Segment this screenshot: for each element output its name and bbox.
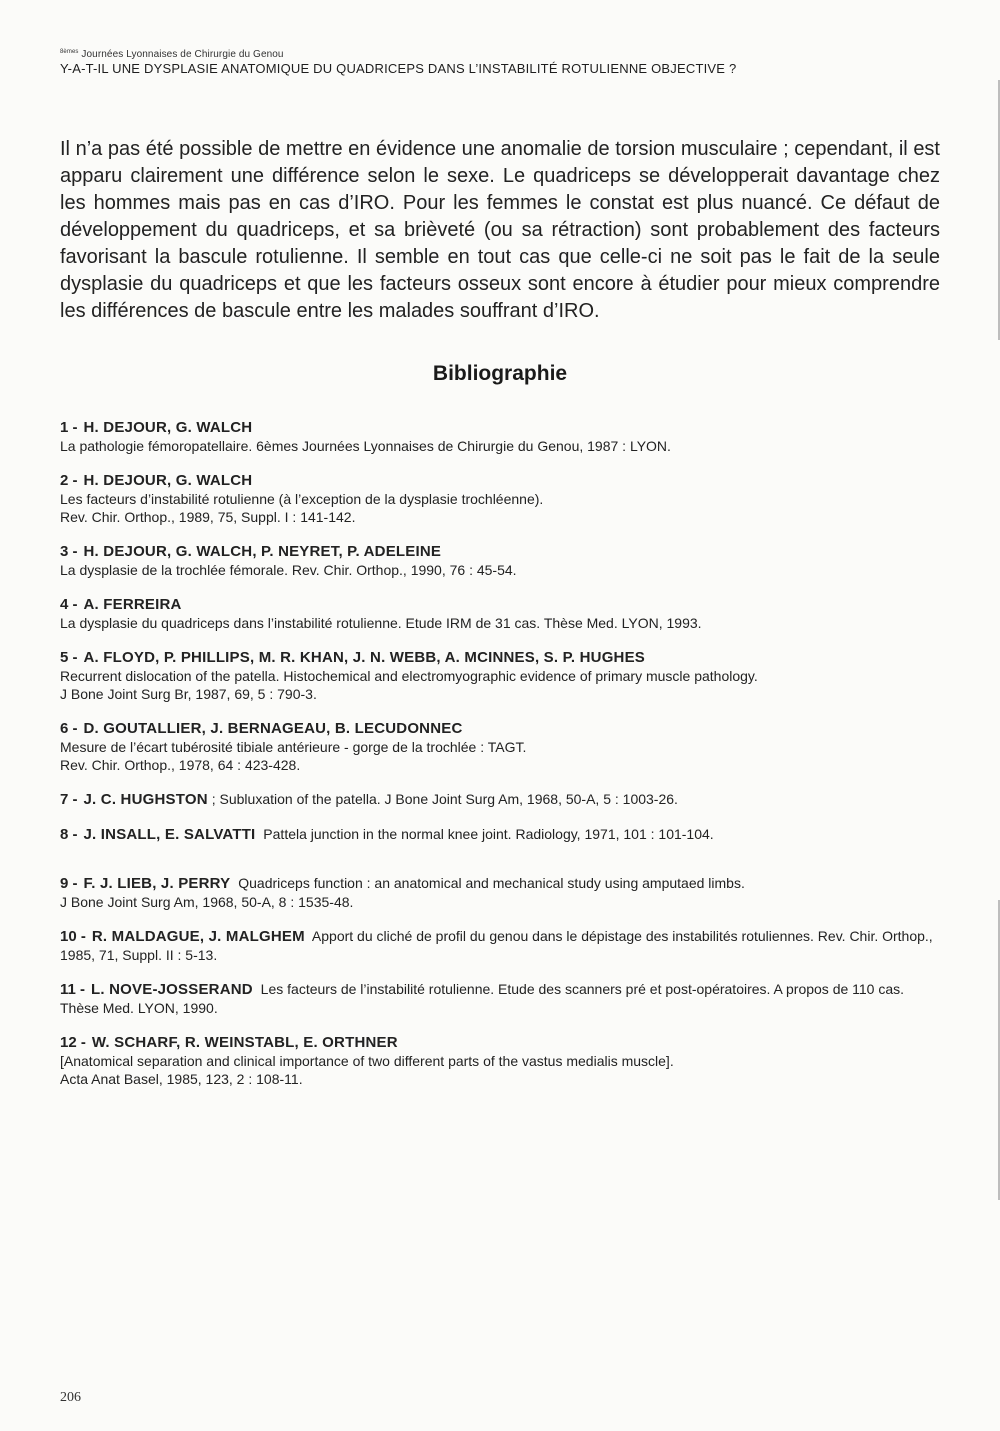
reference-item (60, 927, 940, 964)
reference-item (60, 418, 940, 455)
reference-item (60, 980, 940, 1017)
reference-item (60, 719, 940, 774)
reference-authors: A. FLOYD, P. PHILLIPS, M. R. KHAN, J. N. WEBB, A. MCINNES, S. P. HUGHES (83, 649, 646, 666)
reference-number: 2 - (60, 472, 78, 489)
reference-item (60, 825, 940, 844)
reference-item (60, 542, 940, 579)
reference-authors: H. DEJOUR, G. WALCH (83, 472, 253, 489)
conclusion-paragraph: Il n’a pas été possible de mettre en évidence une anomalie de torsion musculaire ; cependant, il est apparu clairement une différence selon le sexe. Le quadriceps se développerait davantage chez les hommes mais pas en cas d’IRO. Pour les femmes le constat est plus nuancé. Ce défaut de développement du quadriceps, et sa brièveté (ou sa rétraction) sont probablement des facteurs favorisant la bascule rotulienne. Il semble en tout cas que celle-ci ne soit pas le fait de la seule dysplasie du quadriceps et que les facteurs osseux sont encore à étudier pour mieux comprendre les différences de bascule entre les malades souffrant d’IRO. (60, 138, 940, 322)
reference-text: Apport du cliché de profil du genou dans le dépistage des instabilités rotuliennes. Rev. Chir. Orthop., 1985, 71, Suppl. II : 5-13. (60, 928, 933, 963)
reference-authors: H. DEJOUR, G. WALCH, P. NEYRET, P. ADELEINE (83, 543, 442, 560)
reference-number: 7 - (60, 791, 78, 808)
reference-authors: W. SCHARF, R. WEINSTABL, E. ORTHNER (91, 1034, 398, 1051)
running-header (60, 46, 960, 76)
reference-authors: L. NOVE-JOSSERAND (91, 981, 253, 998)
reference-list (60, 418, 940, 1104)
reference-text: La pathologie fémoropatellaire. 6èmes Journées Lyonnaises de Chirurgie du Genou, 1987 : LYON. (60, 438, 671, 454)
reference-text: Pattela junction in the normal knee joint. Radiology, 1971, 101 : 101-104. (259, 826, 714, 842)
reference-text: Mesure de l’écart tubérosité tibiale antérieure - gorge de la trochlée : TAGT. (60, 739, 527, 755)
reference-number: 5 - (60, 649, 78, 666)
reference-item (60, 471, 940, 526)
bibliography-heading: Bibliographie (432, 362, 568, 385)
reference-text: Les facteurs de l’instabilité rotulienne. Etude des scanners pré et post-opératoires. A propos de 110 cas. Thèse Med. LYON, 1990. (60, 981, 905, 1016)
reference-number: 1 - (60, 419, 78, 436)
reference-text: Recurrent dislocation of the patella. Histochemical and electromyographic evidence of primary muscle pathology. (60, 668, 758, 684)
reference-source: Acta Anat Basel, 1985, 123, 2 : 108-11. (60, 1071, 303, 1087)
reference-item (60, 648, 940, 703)
reference-authors: D. GOUTALLIER, J. BERNAGEAU, B. LECUDONNEC (83, 720, 463, 737)
reference-text: Quadriceps function : an anatomical and mechanical study using amputaed limbs. (234, 875, 745, 891)
reference-text: La dysplasie du quadriceps dans l’instabilité rotulienne. Etude IRM de 31 cas. Thèse Med. LYON, 1993. (60, 615, 702, 631)
page-number: 206 (60, 1390, 81, 1405)
reference-item (60, 595, 940, 632)
article-title: Y-A-T-IL UNE DYSPLASIE ANATOMIQUE DU QUADRICEPS DANS L’INSTABILITÉ ROTULIENNE OBJECTIVE ? (60, 61, 737, 76)
journal-name-text: Journées Lyonnaises de Chirurgie du Genou (78, 49, 284, 60)
reference-text: ; Subluxation of the patella. J Bone Joint Surg Am, 1968, 50-A, 5 : 1003-26. (211, 791, 678, 807)
reference-authors: H. DEJOUR, G. WALCH (83, 419, 253, 436)
reference-item (60, 790, 940, 809)
reference-authors: J. C. HUGHSTON (83, 791, 208, 808)
reference-source: J Bone Joint Surg Br, 1987, 69, 5 : 790-3. (60, 686, 317, 702)
reference-number: 11 - (60, 981, 86, 998)
reference-number: 6 - (60, 720, 78, 737)
reference-number: 12 - (60, 1034, 86, 1051)
reference-authors: F. J. LIEB, J. PERRY (83, 875, 231, 892)
reference-item (60, 1033, 940, 1088)
reference-source: J Bone Joint Surg Am, 1968, 50-A, 8 : 1535-48. (60, 894, 354, 910)
reference-text: [Anatomical separation and clinical importance of two different parts of the vastus medialis muscle]. (60, 1053, 674, 1069)
reference-source: Rev. Chir. Orthop., 1989, 75, Suppl. I : 141-142. (60, 509, 356, 525)
reference-authors: A. FERREIRA (83, 596, 182, 613)
reference-authors: R. MALDAGUE, J. MALGHEM (91, 928, 305, 945)
reference-text: La dysplasie de la trochlée fémorale. Rev. Chir. Orthop., 1990, 76 : 45-54. (60, 562, 517, 578)
reference-text: Les facteurs d’instabilité rotulienne (à l’exception de la dysplasie trochléenne). (60, 491, 544, 507)
reference-number: 3 - (60, 543, 78, 560)
reference-authors: J. INSALL, E. SALVATTI (83, 826, 256, 843)
reference-source: Rev. Chir. Orthop., 1978, 64 : 423-428. (60, 757, 301, 773)
journal-name (60, 46, 960, 61)
reference-item (60, 874, 940, 911)
edition-superscript: 8èmes (60, 49, 79, 55)
reference-number: 10 - (60, 928, 86, 945)
reference-number: 4 - (60, 596, 78, 613)
reference-number: 9 - (60, 875, 78, 892)
reference-number: 8 - (60, 826, 78, 843)
